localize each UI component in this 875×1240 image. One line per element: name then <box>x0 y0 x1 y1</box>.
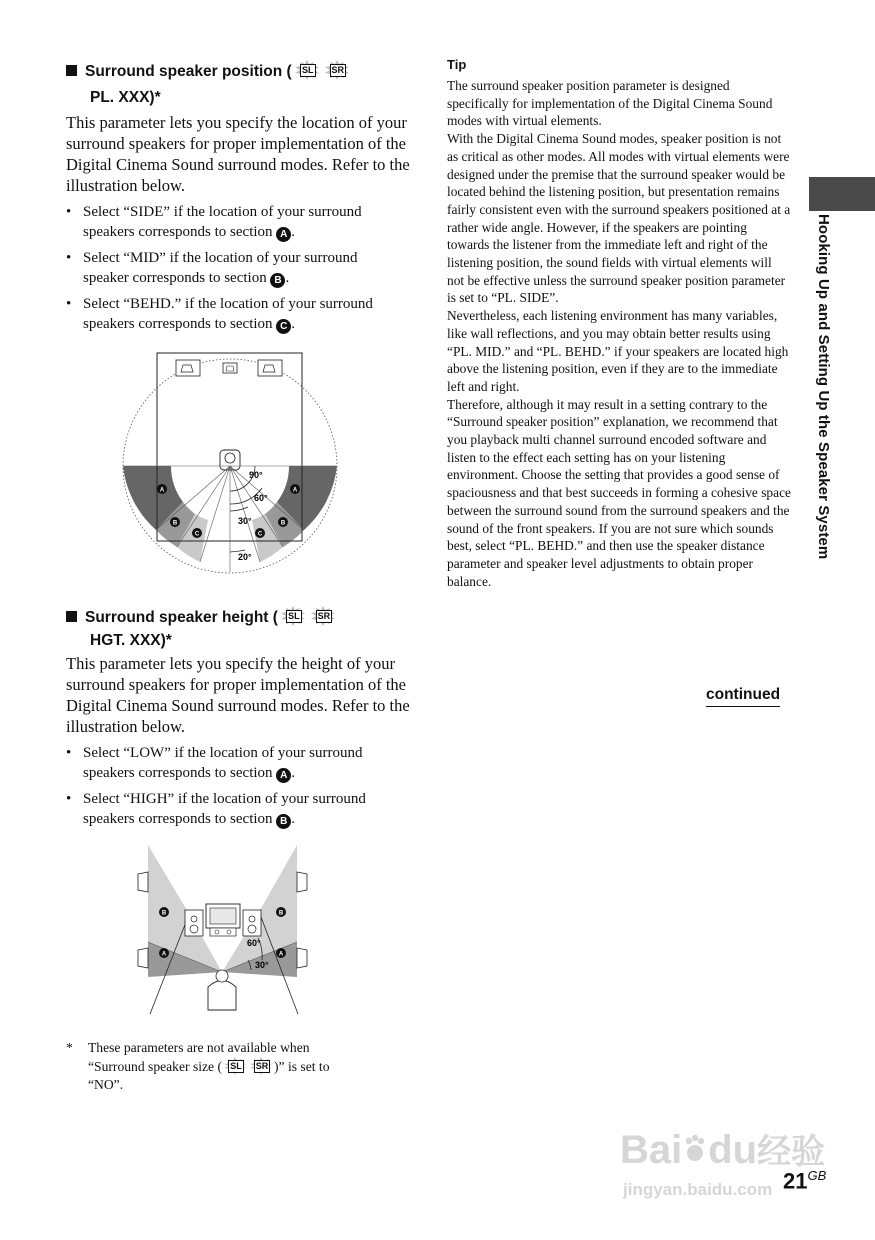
section2-heading: Surround speaker height ( SL SR HGT. XXX)* <box>66 606 426 652</box>
zone-label: A <box>161 951 167 958</box>
tip-title: Tip <box>447 57 467 72</box>
sr-badge-icon: SR <box>311 606 335 626</box>
sr-badge-icon: SR <box>250 1057 272 1075</box>
marker-b-icon: B <box>270 273 285 288</box>
angle-label: 60° <box>254 493 268 503</box>
angle-label: 90° <box>249 470 263 480</box>
heading-line2: HGT. XXX)* <box>90 632 172 649</box>
continued-label: continued <box>706 686 780 707</box>
page-number: $21^{GB}$ <box>783 1168 827 1194</box>
heading-line2: PL. XXX)* <box>90 89 161 106</box>
section-tab <box>809 177 875 211</box>
zone-label: B <box>280 520 286 527</box>
watermark-url: jingyan.baidu.com <box>623 1180 773 1199</box>
zone-label: C <box>194 531 200 538</box>
list-item: • Select “HIGH” if the location of your surround speakers corresponds to section B . <box>66 789 406 829</box>
section-side-label: Hooking Up and Setting Up the Speaker System <box>815 214 832 560</box>
center-speaker-icon <box>210 928 236 936</box>
speaker-height-diagram <box>130 842 320 1020</box>
tip-paragraph: The surround speaker position parameter is designed specifically for implementation of the Digital Cinema Sound modes with virtual elements. <box>447 78 773 129</box>
list-item: • Select “MID” if the location of your surround speaker corresponds to section B . <box>66 248 406 288</box>
footnote: * These parameters are not available when “Surround speaker size ( SL SR )” is set to “NO”. <box>66 1040 330 1092</box>
listener-icon <box>208 981 236 1011</box>
angle-label: 30° <box>238 516 252 526</box>
surround-high-left-speaker-icon <box>138 872 148 892</box>
list-item: • Select “SIDE” if the location of your surround speakers corresponds to section A . <box>66 202 406 242</box>
marker-c-icon: C <box>276 319 291 334</box>
tip-text <box>447 77 791 590</box>
section1-heading: Surround speaker position ( SL SR PL. XXX)* <box>66 60 426 109</box>
marker-b-icon: B <box>276 814 291 829</box>
marker-a-icon: A <box>276 768 291 783</box>
zone-label: B <box>172 520 178 527</box>
surround-high-right-speaker-icon <box>297 872 307 892</box>
zone-label: A <box>159 487 165 494</box>
sl-badge-icon: SL <box>224 1057 246 1075</box>
surround-low-right-speaker-icon <box>297 948 307 968</box>
tip-paragraph: With the Digital Cinema Sound modes, speaker position is not as critical as other modes. All modes with virtual elements were designed under the premise that the surround speaker would be located behind the listening position, but presentation remains fairly consistent even with the surround speakers positioned at a rather wide angle. However, if the speakers are pointing towards the listener from the immediate left and right of the listening position, the sound fields with virtual elements will not be effective unless the surround speaker position parameter is set to “PL. SIDE”. <box>447 131 791 306</box>
front-left-speaker-icon <box>176 360 200 376</box>
marker-a-icon: A <box>276 227 291 242</box>
zone-label: A <box>292 487 298 494</box>
watermark-logo: Bai du经验 <box>620 1128 826 1172</box>
center-speaker-icon <box>223 363 237 373</box>
angle-label: 60° <box>247 938 261 948</box>
section1-bullets <box>66 202 406 340</box>
tip-paragraph: Nevertheless, each listening environment has many variables, like wall reflections, and you may obtain better results using “PL. MID.” and “PL. BEHD.” if your speakers are located high above the listening position, even if they are to the immediate left and right. <box>447 308 789 394</box>
list-item: • Select “BEHD.” if the location of your surround speakers corresponds to section C . <box>66 294 406 334</box>
paw-icon <box>684 1135 706 1165</box>
tip-paragraph: Therefore, although it may result in a setting contrary to the “Surround speaker position” explanation, we recommend that you playback multi channel surround encoded software and listen to the effect each setting has on your listening environment. Choose the setting that provides a good sense of spaciousness and that best succeeds in forming a cohesive space between the surround sound from the surround speakers and the sound of the front speakers. If you are not sure which sounds best, select “PL. BEHD.” and then use the speaker distance parameter and speaker level adjustments to obtain proper balance. <box>447 396 791 589</box>
front-right-speaker-icon <box>243 910 261 936</box>
sl-badge-icon: SL <box>281 606 305 626</box>
zone-label: C <box>257 531 263 538</box>
surround-low-left-speaker-icon <box>138 948 148 968</box>
sr-badge-icon: SR <box>325 60 349 80</box>
zone-label: B <box>278 910 284 917</box>
speaker-position-diagram <box>120 350 340 580</box>
front-right-speaker-icon <box>258 360 282 376</box>
zone-label: B <box>161 910 167 917</box>
sl-badge-icon: SL <box>295 60 319 80</box>
section2-body: This parameter lets you specify the height of your surround speakers for proper implementation of the Digital Cinema Sound surround modes. Refer to the illustration below. <box>66 654 410 736</box>
section1-body: This parameter lets you specify the location of your surround speakers for proper implementation of the Digital Cinema Sound surround modes. Refer to the illustration below. <box>66 113 410 195</box>
section2-bullets <box>66 743 406 835</box>
zone-label: A <box>278 951 284 958</box>
angle-label: 30° <box>255 960 269 970</box>
list-item: • Select “LOW” if the location of your surround speakers corresponds to section A . <box>66 743 406 783</box>
heading-square-icon <box>66 65 77 76</box>
angle-label: 20° <box>238 552 252 562</box>
front-left-speaker-icon <box>185 910 203 936</box>
heading-square-icon <box>66 611 77 622</box>
